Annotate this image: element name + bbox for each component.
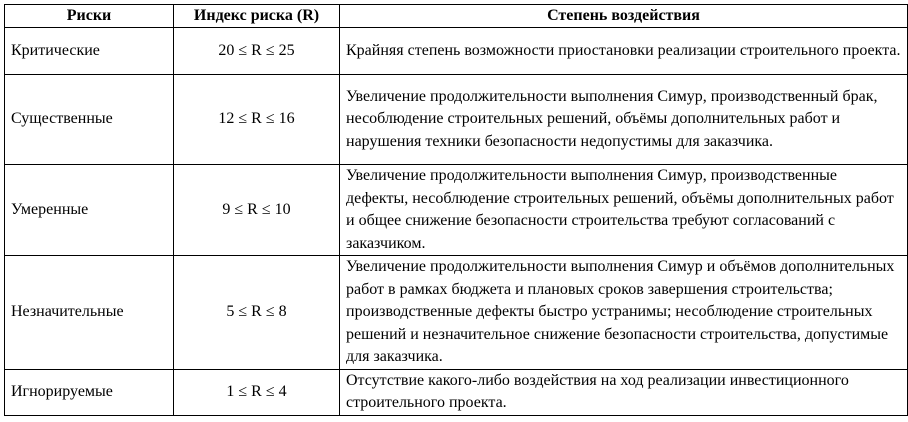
risk-name-cell: Игнорируемые — [5, 369, 174, 415]
header-impact-degree: Степень воздействия — [340, 5, 908, 28]
table-row — [5, 28, 908, 75]
header-risk-index: Индекс риска (R) — [174, 5, 340, 28]
risk-index-cell: 12 ≤ R ≤ 16 — [174, 75, 340, 165]
table-row — [5, 165, 908, 256]
impact-cell: Крайняя степень возможности приостановки реализации строительного проекта. — [340, 28, 908, 75]
table-row — [5, 369, 908, 415]
risk-index-cell: 20 ≤ R ≤ 25 — [174, 28, 340, 75]
impact-cell: Отсутствие какого-либо воздействия на ход реализации инвестиционного строительного проекта. — [340, 369, 908, 415]
table-body — [5, 28, 908, 416]
header-risks: Риски — [5, 5, 174, 28]
risk-index-cell: 1 ≤ R ≤ 4 — [174, 369, 340, 415]
risk-index-cell: 5 ≤ R ≤ 8 — [174, 256, 340, 370]
risk-index-cell: 9 ≤ R ≤ 10 — [174, 165, 340, 256]
impact-cell: Увеличение продолжительности выполнения Симур и объёмов дополнительных работ в рамках бюджета и плановых сроков завершения строительства; производственные дефекты быстро устранимы; несоблюдение строительных решений и незначительное снижение безопасности строительства, допустимые для заказчика. — [340, 256, 908, 370]
risk-name-cell: Незначительные — [5, 256, 174, 370]
table-row — [5, 256, 908, 370]
impact-cell: Увеличение продолжительности выполнения Симур, производственные дефекты, несоблюдение строительных решений, объёмы дополнительных работ и общее снижение безопасности строительства требуют согласований с заказчиком. — [340, 165, 908, 256]
table-header — [5, 5, 908, 28]
table-row — [5, 75, 908, 165]
risk-name-cell: Умеренные — [5, 165, 174, 256]
risk-name-cell: Существенные — [5, 75, 174, 165]
risk-table — [4, 4, 908, 416]
impact-cell: Увеличение продолжительности выполнения Симур, производственный брак, несоблюдение строительных решений, объёмы дополнительных работ и нарушения техники безопасности недопустимы для заказчика. — [340, 75, 908, 165]
header-row — [5, 5, 908, 28]
risk-name-cell: Критические — [5, 28, 174, 75]
